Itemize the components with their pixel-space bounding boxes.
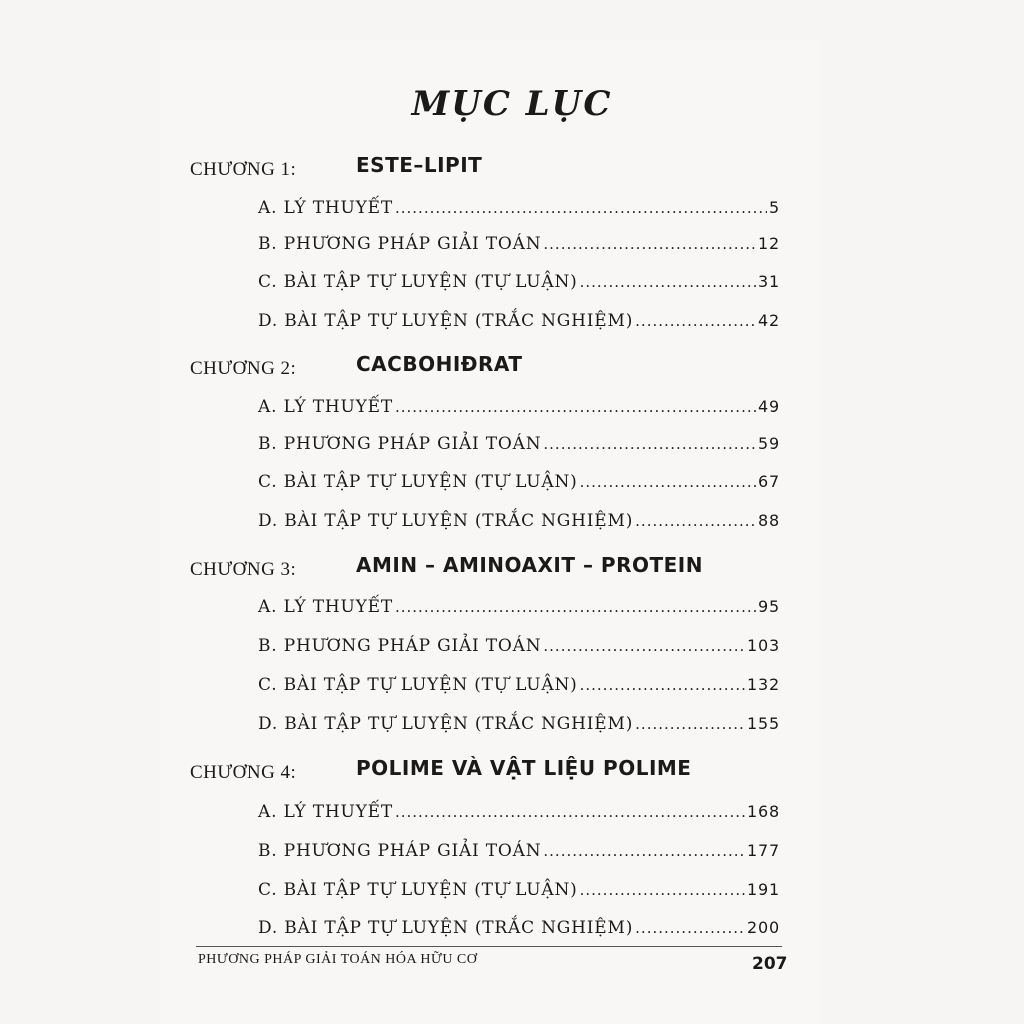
toc-entry[interactable] [258,675,780,701]
dot-leader [543,235,756,253]
toc-entry[interactable] [258,714,780,740]
dot-leader [635,512,756,530]
footer-book-title: PHƯƠNG PHÁP GIẢI TOÁN HÓA HỮU CƠ [198,952,478,967]
toc-entry-label: A. LÝ THUYẾT [258,397,393,417]
toc-entry-page: 42 [758,311,780,330]
toc-entry-page: 59 [758,434,780,453]
toc-entry-label: C. BÀI TẬP TỰ LUYỆN (TỰ LUẬN) [258,472,578,492]
toc-entry-label: C. BÀI TẬP TỰ LUYỆN (TỰ LUẬN) [258,675,578,695]
toc-entry-label: C. BÀI TẬP TỰ LUYỆN (TỰ LUẬN) [258,880,578,900]
toc-entry-page: 200 [747,918,780,937]
dot-leader [635,715,745,733]
toc-title: MỤC LỤC [411,84,613,124]
toc-entry-label: A. LÝ THUYẾT [258,198,393,218]
toc-entry[interactable] [258,636,780,662]
footer-divider [196,946,782,947]
toc-entry[interactable] [258,597,780,623]
toc-entry-label: B. PHƯƠNG PHÁP GIẢI TOÁN [258,234,542,254]
toc-entry-label: D. BÀI TẬP TỰ LUYỆN (TRẮC NGHIỆM) [258,714,634,734]
toc-entry[interactable] [258,841,780,867]
toc-entry-page: 49 [758,397,780,416]
toc-entry-label: D. BÀI TẬP TỰ LUYỆN (TRẮC NGHIỆM) [258,311,634,331]
toc-entry-label: B. PHƯƠNG PHÁP GIẢI TOÁN [258,841,542,861]
toc-entry-page: 67 [758,472,780,491]
toc-entry-label: D. BÀI TẬP TỰ LUYỆN (TRẮC NGHIỆM) [258,511,634,531]
chapter-heading-2 [190,352,790,382]
toc-entry[interactable] [258,802,780,828]
dot-leader [395,598,756,616]
dot-leader [635,919,745,937]
toc-entry[interactable] [258,311,780,337]
chapter-label: CHƯƠNG 4: [190,762,297,783]
toc-entry-label: A. LÝ THUYẾT [258,597,393,617]
toc-entry-page: 88 [758,511,780,530]
toc-entry[interactable] [258,198,780,224]
dot-leader [395,199,767,217]
chapter-label: CHƯƠNG 1: [190,159,297,180]
dot-leader [580,473,756,491]
toc-entry-page: 5 [769,198,780,217]
toc-entry-page: 103 [747,636,780,655]
toc-entry[interactable] [258,918,780,944]
dot-leader [395,803,745,821]
toc-entry-page: 31 [758,272,780,291]
toc-entry-label: B. PHƯƠNG PHÁP GIẢI TOÁN [258,434,542,454]
dot-leader [635,312,756,330]
toc-entry[interactable] [258,234,780,260]
footer-page-number: 207 [752,954,788,974]
toc-entry[interactable] [258,272,780,298]
toc-entry-page: 191 [747,880,780,899]
dot-leader [543,842,745,860]
toc-entry[interactable] [258,472,780,498]
toc-entry-page: 95 [758,597,780,616]
toc-entry-page: 168 [747,802,780,821]
dot-leader [580,881,745,899]
chapter-heading-3 [190,553,790,583]
chapter-label: CHƯƠNG 3: [190,559,297,580]
dot-leader [580,273,756,291]
toc-entry-label: D. BÀI TẬP TỰ LUYỆN (TRẮC NGHIỆM) [258,918,634,938]
chapter-heading-4 [190,756,790,786]
toc-entry-page: 132 [747,675,780,694]
toc-entry-label: B. PHƯƠNG PHÁP GIẢI TOÁN [258,636,542,656]
chapter-name: POLIME VÀ VẬT LIỆU POLIME [356,756,692,780]
dot-leader [543,435,756,453]
toc-entry-page: 177 [747,841,780,860]
toc-entry[interactable] [258,397,780,423]
chapter-name: AMIN – AMINOAXIT – PROTEIN [356,553,703,577]
toc-entry-page: 155 [747,714,780,733]
chapter-name: CACBOHIĐRAT [356,352,523,376]
chapter-label: CHƯƠNG 2: [190,358,297,379]
dot-leader [543,637,745,655]
toc-entry-label: C. BÀI TẬP TỰ LUYỆN (TỰ LUẬN) [258,272,578,292]
dot-leader [395,398,756,416]
toc-entry-label: A. LÝ THUYẾT [258,802,393,822]
toc-entry[interactable] [258,511,780,537]
toc-entry[interactable] [258,880,780,906]
chapter-heading-1 [190,153,790,183]
toc-entry[interactable] [258,434,780,460]
chapter-name: ESTE–LIPIT [356,153,483,177]
toc-entry-page: 12 [758,234,780,253]
dot-leader [580,676,745,694]
